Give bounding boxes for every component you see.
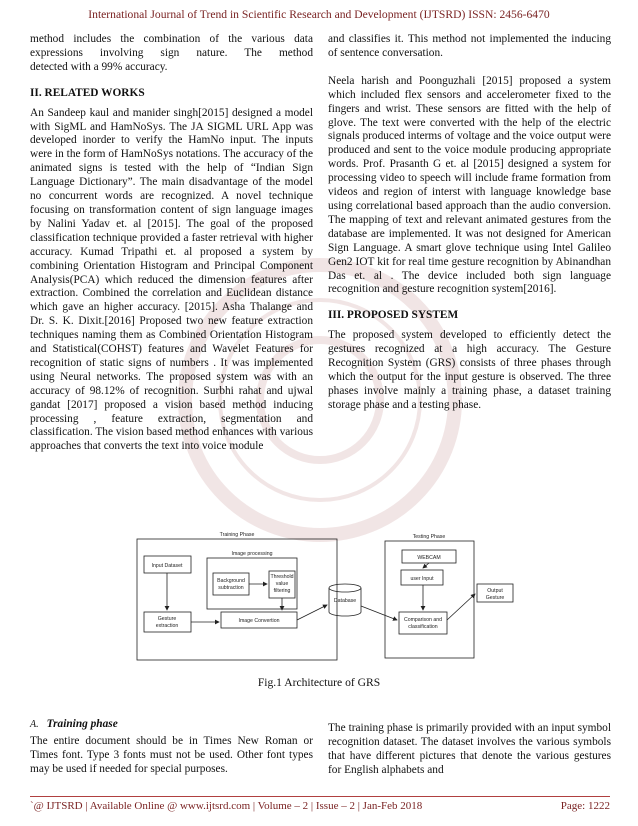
related-works-paragraph: An Sandeep kaul and manider singh[2015] designed a model with SigML and HamNoSys. The JA SIGML URL App was developed inorder to verify the HamNo input. The inputs were in the form of HamNoSys notations. The accuracy of the animated signs is tested with the help of “Indian Sign Language Dictionary”. The main disadvantage of the model no concurrent words are recognized. A novel technique focusing on transformation content of sign language images by Nalini Yadav et. al [2015]. The goal of the proposed classification technique provided a faster retrieval with higher accuracy. Kumad Tripathi et. al proposed a system by combining Orientation Histogram and Principal Component Analysis(PCA) which reduced the dimension features after extraction. Combined the correlation and Euclidean distance which gave an higher accuracy. [2015]. Asha Thalange and Dr. S. K. Dixit.[2016] Proposed two new feature extraction techniques naming them as Combined Orientation Histogram and Statistical(COHST) features and Wavelet Features for recognition of static signs of numbers . It was implemented using Neural networks. The proposed system was with an accuracy of 98.12% of recognition. Surbhi rahat and ujwal gandat [2017] proposed a vision based method inducing processing , feature extraction, segmentation and classification. The vision based method enhances with various approaches that converts the text into voice module [30, 106, 313, 453]
gesture-extraction-box [144, 612, 191, 632]
background-subtraction-box [213, 573, 249, 595]
input-dataset-label: Input Dataset [151, 563, 183, 569]
testing-phase-label: Testing Phase [412, 534, 446, 540]
threshold-label-1: Threshold [270, 574, 294, 580]
footer-citation: `@ IJTSRD | Available Online @ www.ijtsrd.com | Volume – 2 | Issue – 2 | Jan-Feb 2018 [30, 800, 423, 812]
footer-divider [30, 796, 610, 797]
right-column [328, 33, 611, 413]
comparison-box [399, 612, 447, 634]
left-intro-line-3: detected with a 99% accuracy. [30, 60, 168, 73]
image-processing-label: Image processing [231, 551, 273, 557]
background-label-2: subtraction [218, 585, 244, 591]
gesture-extraction-label-2: extraction [155, 623, 179, 629]
bottom-right-column [328, 722, 611, 778]
comparison-label-1: Comparison and [403, 617, 443, 623]
training-phase-paragraph: The entire document should be in Times New Roman or Times font. Type 3 fonts must not be used. Other font types may be used if needed for special purposes. [30, 734, 313, 775]
database-cylinder-top [329, 584, 361, 592]
threshold-label-3: filtering [273, 588, 291, 594]
left-column [30, 33, 313, 454]
webcam-label: WEBCAM [417, 555, 441, 561]
bottom-left-column [30, 718, 313, 777]
image-conversion-label: Image Convertion [238, 618, 280, 624]
right-related-paragraph: Neela harish and Poonguzhali [2015] proposed a system which included flex sensors and accelerometer fixed to the fingers and wrist. These sensors are fitted with the help of glove. The text were converted with the help of the electric signals produced interms of voltage and the voice output were produced and sent to the voice module producing appropriate words. Prof. Prasanth G et. al [2015] designed a system for processing video to speech will include frame formation from videos and region of interst with language knowledge base using correlational based approach than the audio conversion. The mapping of text and relevant animated gestures from the database are implemented. It was not designed for American Sign Language. A smart glove technique using Intel Galileo Gen2 IOT kit for real time gesture recognition by Abinandhan Das et. al . The device included both sign language recognition and gesture recognition system[2016]. [328, 74, 611, 296]
background-label-1: Background [217, 578, 245, 584]
page-footer [30, 800, 610, 812]
subsection-number: A. [30, 719, 39, 730]
output-gesture-label-1: Output [487, 588, 503, 594]
user-input-label: user Input [410, 576, 434, 582]
threshold-label-2: value [275, 581, 289, 587]
training-phase-label: Training Phase [219, 532, 255, 538]
subsection-heading-training [30, 718, 313, 732]
section-heading-related-works: II. RELATED WORKS [30, 86, 145, 99]
left-intro-line-2: expressions involving sign nature. The method [30, 46, 313, 59]
figure-caption: Fig.1 Architecture of GRS [257, 676, 381, 689]
right-intro-paragraph: and classifies it. This method not implemented the inducing of sentence conversation. [328, 33, 611, 59]
training-phase-description: The training phase is primarily provided with an input symbol recognition dataset. The dataset involves the various symbols that have different pictures that denote the various gestures for English alphabets and [328, 722, 611, 776]
comparison-label-2: classification [408, 624, 438, 630]
gesture-extraction-label-1: Gesture [157, 616, 177, 622]
footer-page-number: Page: 1222 [560, 800, 610, 812]
output-gesture-label-2: Gesture [485, 595, 505, 601]
database-label: Database [333, 598, 357, 604]
left-intro-line-1: method includes the combination of the various data [30, 33, 313, 45]
subsection-title: Training phase [46, 718, 118, 730]
section-heading-proposed-system: III. PROPOSED SYSTEM [328, 309, 459, 322]
journal-header: International Journal of Trend in Scientific Research and Development (IJTSRD) ISSN: 2456-6470 [88, 8, 550, 21]
proposed-system-paragraph: The proposed system developed to efficiently detect the gestures recognized at a high accuracy. The Gesture Recognition System (GRS) consists of three phases through which the output for the input gesture is observed. The three phases involve mainly a training phase, a dataset training storage phase and a testing phase. [328, 329, 611, 411]
architecture-diagram [133, 528, 517, 664]
